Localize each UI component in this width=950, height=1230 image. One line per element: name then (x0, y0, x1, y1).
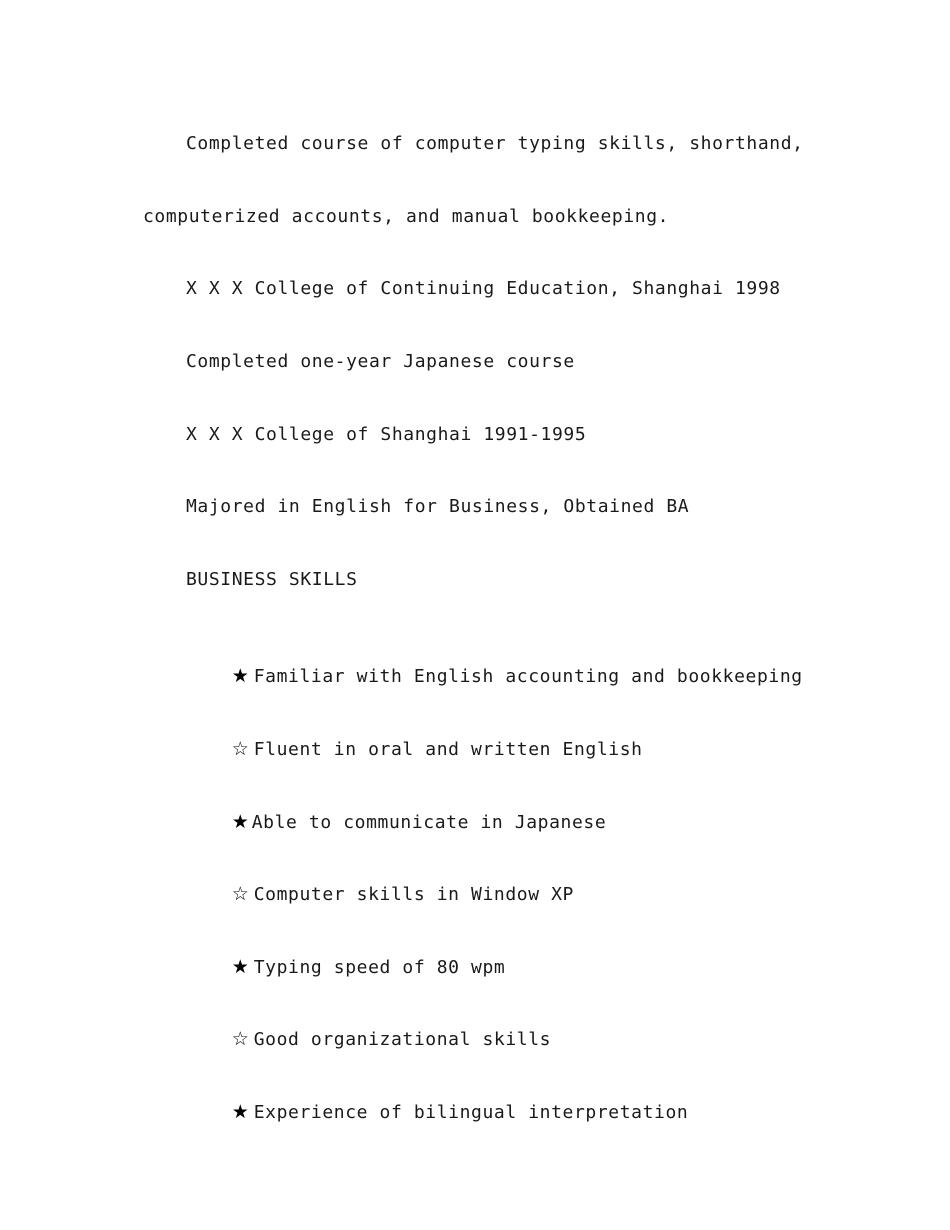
skill-item (186, 640, 803, 713)
skill-item (186, 713, 643, 786)
outline-star-icon: ☆ (231, 883, 249, 905)
filled-star-icon: ★ (231, 1101, 249, 1123)
education-line-2: computerized accounts, and manual bookkeeping. (143, 206, 670, 227)
education-line-3: X X X College of Continuing Education, Shanghai 1998 (186, 278, 781, 299)
filled-star-icon: ★ (231, 665, 249, 687)
education-line-1: Completed course of computer typing skills, shorthand, (186, 133, 804, 154)
skill-item (186, 1076, 688, 1149)
skill-text: Experience of bilingual interpretation (253, 1102, 689, 1123)
skill-item (186, 786, 606, 859)
filled-star-icon: ★ (231, 956, 249, 978)
outline-star-icon: ☆ (231, 738, 249, 760)
education-line-4: Completed one-year Japanese course (186, 351, 575, 372)
skill-item (186, 858, 574, 931)
outline-star-icon: ☆ (231, 1028, 249, 1050)
skill-item (186, 931, 505, 1004)
skills-heading: BUSINESS SKILLS (186, 569, 358, 590)
filled-star-icon: ★ (231, 811, 249, 833)
skill-item (186, 1003, 551, 1076)
skill-text: Familiar with English accounting and bookkeeping (253, 666, 803, 687)
education-line-5: X X X College of Shanghai 1991-1995 (186, 424, 587, 445)
skill-text: Computer skills in Window XP (253, 884, 574, 905)
skill-text: Able to communicate in Japanese (251, 812, 607, 833)
education-line-6: Majored in English for Business, Obtained BA (186, 496, 690, 517)
skill-text: Good organizational skills (253, 1029, 552, 1050)
skill-text: Fluent in oral and written English (253, 739, 643, 760)
skill-text: Typing speed of 80 wpm (253, 957, 506, 978)
